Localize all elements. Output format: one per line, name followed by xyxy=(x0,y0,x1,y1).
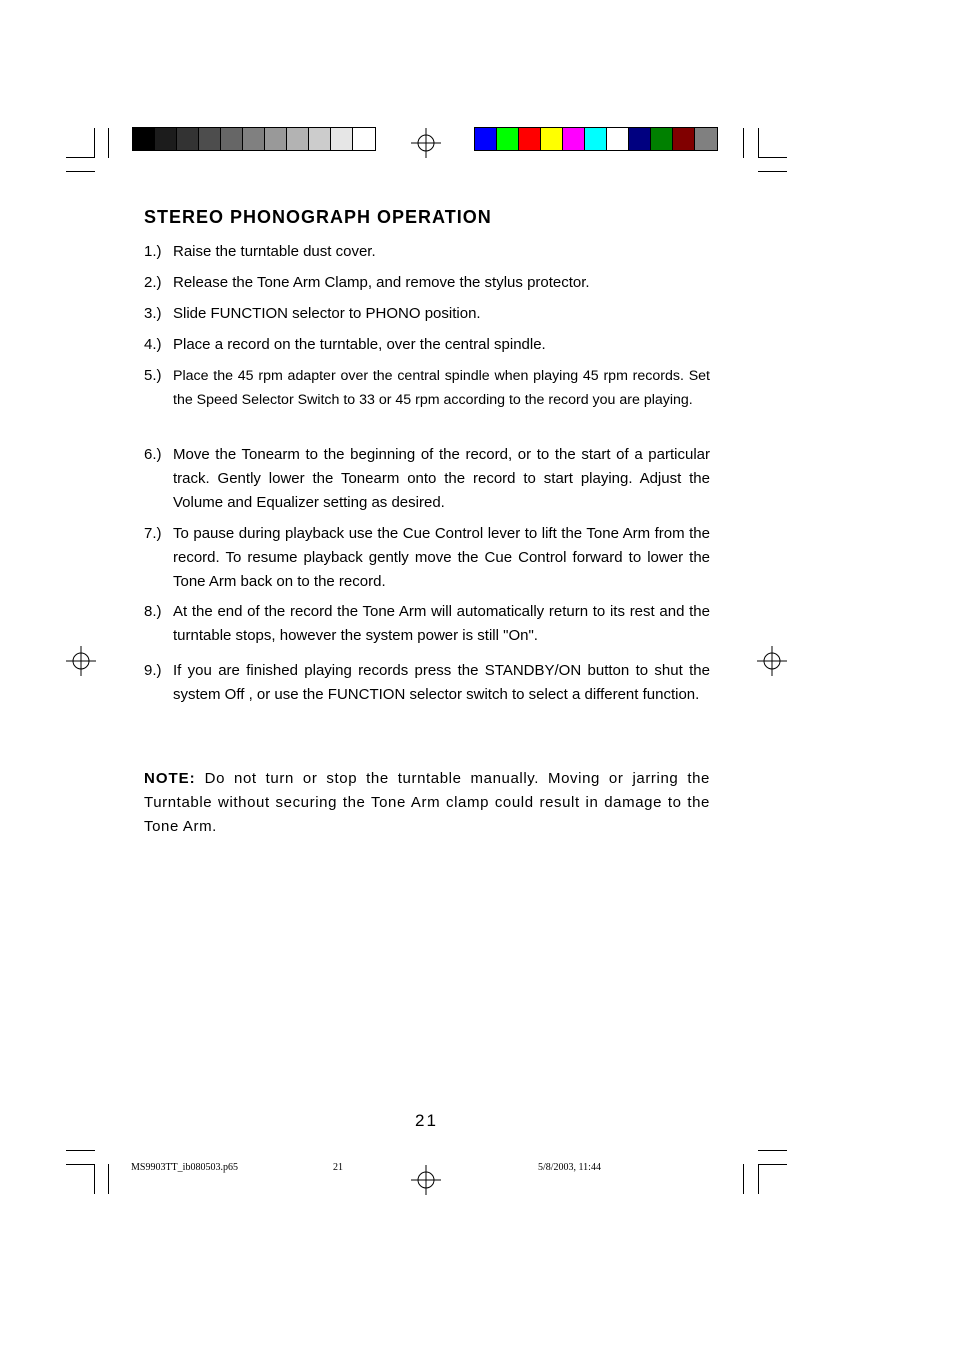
color-swatch xyxy=(541,128,563,150)
step-item xyxy=(144,240,710,264)
color-swatch xyxy=(629,128,651,150)
step-number: 7.) xyxy=(144,525,162,542)
registration-mark-icon xyxy=(411,1165,441,1195)
step-number: 3.) xyxy=(144,305,162,322)
step-number: 6.) xyxy=(144,446,162,463)
step-text: To pause during playback use the Cue Control lever to lift the Tone Arm from the record. To resume playback gently move the Cue Control forward to lower the Tone Arm back on to the record. xyxy=(173,525,710,590)
registration-mark-icon xyxy=(757,646,787,676)
gray-swatch xyxy=(243,128,265,150)
step-item xyxy=(144,333,710,357)
step-text: Place the 45 rpm adapter over the central spindle when playing 45 rpm records. Set the Speed Selector Switch to 33 or 45 rpm according to the record you are playing. xyxy=(173,368,710,408)
step-number: 9.) xyxy=(144,662,162,679)
color-swatch xyxy=(475,128,497,150)
color-swatch xyxy=(607,128,629,150)
crop-mark xyxy=(758,1150,787,1151)
crop-mark xyxy=(743,128,744,158)
step-text: Move the Tonearm to the beginning of the record, or to the start of a particular track. Gently lower the Tonearm onto the record to start playing. Adjust the Volume and Equalizer setting as desired. xyxy=(173,446,710,511)
gray-swatch xyxy=(309,128,331,150)
crop-mark xyxy=(66,157,95,158)
step-number: 2.) xyxy=(144,274,162,291)
registration-mark-icon xyxy=(66,646,96,676)
step-number: 5.) xyxy=(144,367,162,384)
note-paragraph xyxy=(144,767,710,839)
gray-swatch xyxy=(287,128,309,150)
step-item xyxy=(144,364,710,412)
crop-mark xyxy=(758,157,787,158)
step-item xyxy=(144,302,710,326)
gray-calibration-strip xyxy=(132,127,376,151)
crop-mark xyxy=(108,128,109,158)
step-item xyxy=(144,659,710,707)
color-swatch xyxy=(673,128,695,150)
step-text: If you are finished playing records press the STANDBY/ON button to shut the system Off , or use the FUNCTION selector switch to select a different function. xyxy=(173,662,710,703)
gray-swatch xyxy=(155,128,177,150)
step-item xyxy=(144,600,710,648)
gray-swatch xyxy=(265,128,287,150)
crop-mark xyxy=(66,171,95,172)
color-swatch xyxy=(585,128,607,150)
gray-swatch xyxy=(353,128,375,150)
gray-swatch xyxy=(199,128,221,150)
footer-filename: MS9903TT_ib080503.p65 xyxy=(131,1162,238,1173)
step-number: 8.) xyxy=(144,603,162,620)
page-number: 21 xyxy=(415,1111,438,1130)
color-swatch xyxy=(563,128,585,150)
crop-mark xyxy=(758,1164,759,1194)
step-text: Place a record on the turntable, over the central spindle. xyxy=(173,336,546,353)
step-text: Release the Tone Arm Clamp, and remove the stylus protector. xyxy=(173,274,590,291)
step-text: Slide FUNCTION selector to PHONO position. xyxy=(173,305,481,322)
crop-mark xyxy=(94,128,95,158)
color-swatch xyxy=(651,128,673,150)
step-number: 4.) xyxy=(144,336,162,353)
color-swatch xyxy=(497,128,519,150)
crop-mark xyxy=(743,1164,744,1194)
step-item xyxy=(144,271,710,295)
gray-swatch xyxy=(177,128,199,150)
color-calibration-strip xyxy=(474,127,718,151)
crop-mark xyxy=(66,1150,95,1151)
crop-mark xyxy=(66,1164,95,1165)
step-text: Raise the turntable dust cover. xyxy=(173,243,376,260)
footer-datetime: 5/8/2003, 11:44 xyxy=(538,1162,601,1173)
note-label: NOTE: xyxy=(144,770,196,787)
step-item xyxy=(144,522,710,594)
gray-swatch xyxy=(221,128,243,150)
crop-mark xyxy=(94,1164,95,1194)
step-item xyxy=(144,443,710,515)
gray-swatch xyxy=(331,128,353,150)
step-text: At the end of the record the Tone Arm will automatically return to its rest and the turntable stops, however the system power is still "On". xyxy=(173,603,710,644)
registration-mark-icon xyxy=(411,128,441,158)
step-number: 1.) xyxy=(144,243,162,260)
gray-swatch xyxy=(133,128,155,150)
crop-mark xyxy=(758,171,787,172)
crop-mark xyxy=(758,1164,787,1165)
crop-mark xyxy=(758,128,759,158)
crop-mark xyxy=(108,1164,109,1194)
note-text: Do not turn or stop the turntable manually. Moving or jarring the Turntable without securing the Tone Arm clamp could result in damage to the Tone Arm. xyxy=(144,770,710,835)
color-swatch xyxy=(695,128,717,150)
page-title: STEREO PHONOGRAPH OPERATION xyxy=(144,207,492,227)
footer-page: 21 xyxy=(333,1162,343,1173)
color-swatch xyxy=(519,128,541,150)
